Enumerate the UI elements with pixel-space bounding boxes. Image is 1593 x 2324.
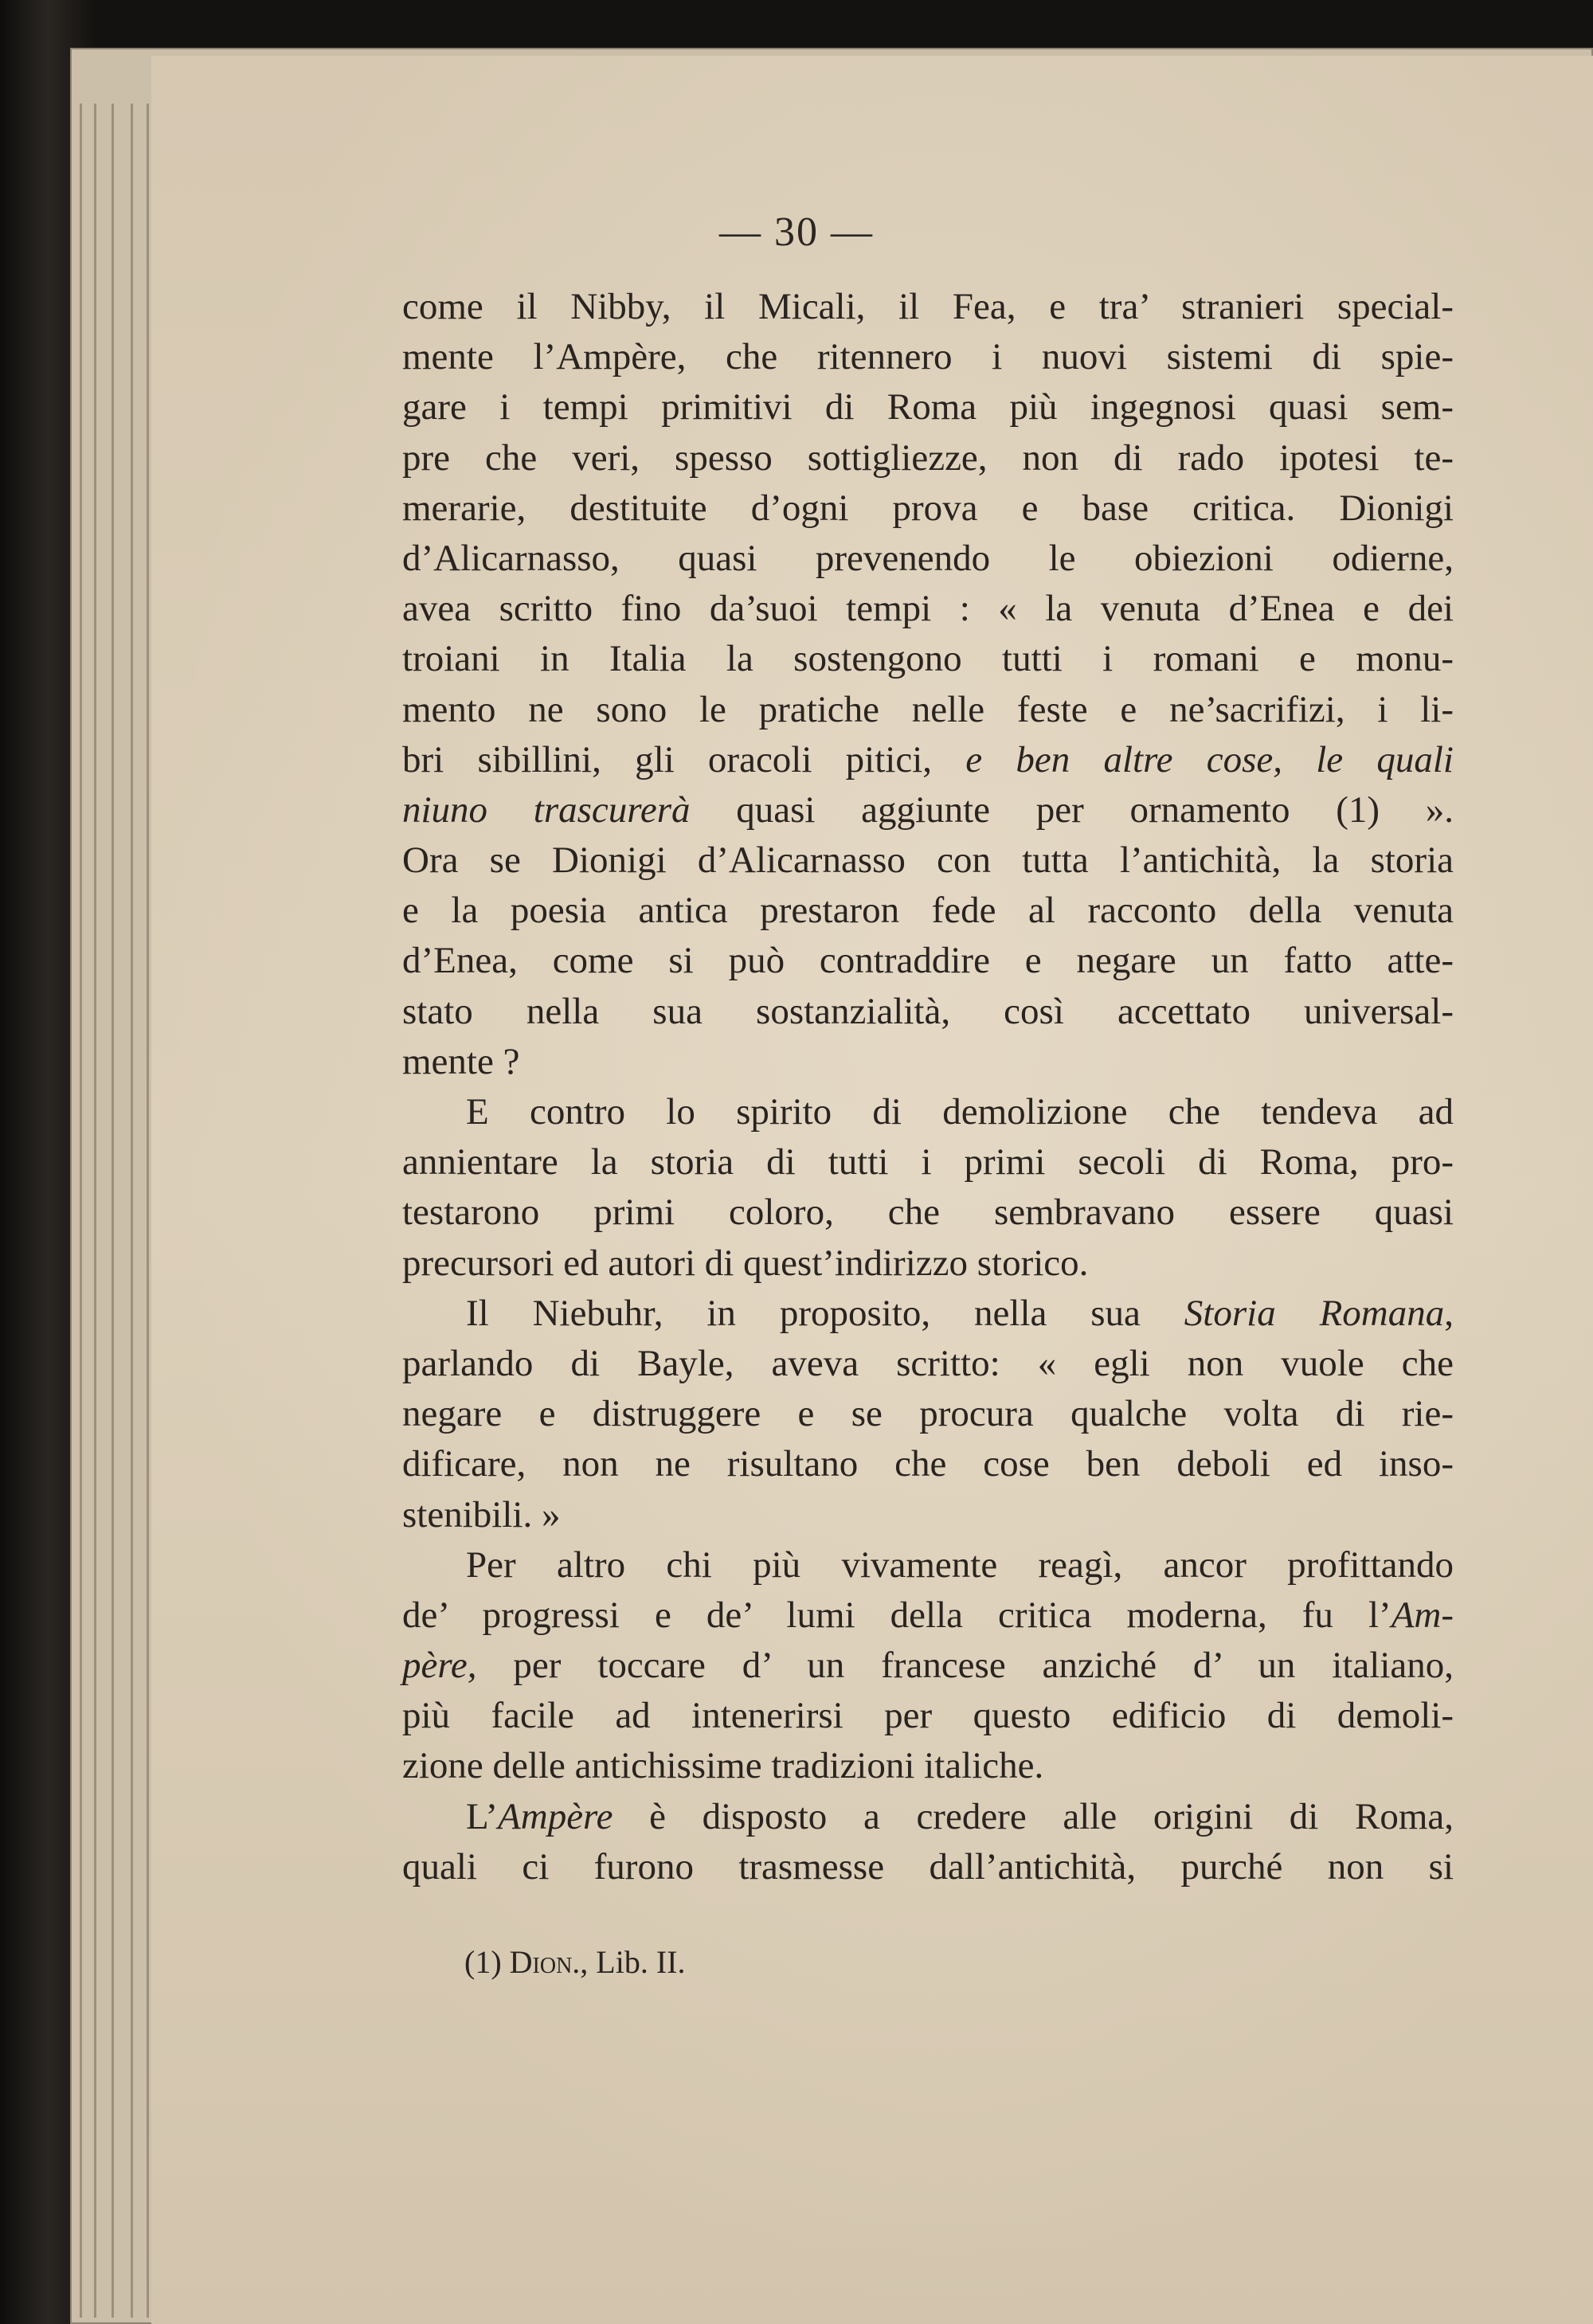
text-span: annientare la storia di tutti i primi secoli di Roma, pro-	[402, 1141, 1454, 1184]
text-span: Per altro chi più vivamente reagì, ancor profittando	[466, 1543, 1454, 1586]
body-text	[402, 282, 1454, 1892]
text-span: gare i tempi primitivi di Roma più ingegnosi quasi sem-	[402, 386, 1454, 428]
italic-text: niuno trascurerà	[402, 788, 691, 831]
text-span: zione delle antichissime tradizioni italiche.	[402, 1745, 1044, 1787]
text-span: E contro lo spirito di demolizione che tendeva ad	[466, 1091, 1454, 1133]
text-line	[402, 1741, 1454, 1791]
text-span: stato nella sua sostanzialità, così accettato universal-	[402, 990, 1454, 1032]
text-span: merarie, destituite d’ogni prova e base critica. Dionigi	[402, 487, 1454, 529]
text-span: pre che veri, spesso sottigliezze, non di rado ipotesi te-	[402, 436, 1454, 479]
text-span: per toccare d’ un francese anziché d’ un italiano,	[476, 1645, 1454, 1687]
footnote-author: Dion.	[509, 1944, 581, 1980]
footnote-reference: , Lib. II.	[580, 1944, 686, 1980]
text-line	[402, 1037, 1454, 1087]
text-line	[402, 1289, 1454, 1339]
text-span: Il Niebuhr, in proposito, nella sua	[466, 1292, 1184, 1334]
text-line	[402, 1590, 1454, 1641]
text-span: e la poesia antica prestaron fede al racconto della venuta	[402, 890, 1454, 932]
footnote-marker: (1)	[464, 1944, 502, 1980]
text-span: mente ?	[402, 1040, 520, 1082]
text-line	[402, 282, 1454, 332]
leaf-edge	[147, 104, 149, 2318]
text-span: testarono primi coloro, che sembravano essere quasi	[402, 1191, 1454, 1234]
text-line	[402, 685, 1454, 735]
text-span: troiani in Italia la sostengono tutti i romani e monu-	[402, 638, 1454, 680]
text-line	[402, 936, 1454, 986]
leaf-edge	[112, 104, 114, 2318]
text-line	[402, 1187, 1454, 1238]
text-line	[402, 987, 1454, 1037]
italic-text: Ampère	[498, 1795, 613, 1837]
text-line	[402, 1137, 1454, 1187]
text-span: parlando di Bayle, aveva scritto: « egli non vuole che	[402, 1342, 1454, 1384]
italic-text: Am-	[1391, 1594, 1454, 1636]
italic-text: père,	[402, 1645, 477, 1687]
text-span: mente l’Ampère, che ritennero i nuovi sistemi di spie-	[402, 336, 1454, 378]
text-span: dificare, non ne risultano che cose ben deboli ed inso-	[402, 1443, 1454, 1485]
text-span: mento ne sono le pratiche nelle feste e ne’sacrifizi, i li-	[402, 688, 1454, 730]
text-line	[402, 1792, 1454, 1842]
text-line	[402, 382, 1454, 432]
text-line	[402, 1641, 1454, 1691]
footnote	[464, 1943, 685, 1981]
italic-text: e ben altre cose, le quali	[965, 738, 1454, 781]
text-span: è disposto a credere alle origini di Roma,	[613, 1795, 1454, 1837]
text-line	[402, 886, 1454, 936]
text-line	[402, 634, 1454, 684]
text-span: quali ci furono trasmesse dall’antichità, purché non si	[402, 1845, 1454, 1888]
text-line	[402, 1691, 1454, 1741]
text-line	[402, 1339, 1454, 1389]
leaf-edge	[131, 104, 133, 2318]
text-line	[402, 1540, 1454, 1590]
text-line	[402, 785, 1454, 835]
text-line	[402, 332, 1454, 382]
text-line	[402, 1490, 1454, 1540]
text-span: de’ progressi e de’ lumi della critica moderna, fu l’	[402, 1594, 1391, 1636]
italic-text: Storia Romana	[1184, 1292, 1445, 1334]
text-line	[402, 1842, 1454, 1892]
text-span: ,	[1444, 1292, 1454, 1334]
text-span: stenibili. »	[402, 1493, 561, 1536]
text-line	[402, 1389, 1454, 1439]
text-line	[402, 1087, 1454, 1137]
text-span: d’Enea, come si può contraddire e negare un fatto atte-	[402, 940, 1454, 982]
leaf-edge	[94, 104, 96, 2318]
text-span: bri sibillini, gli oracoli pitici,	[402, 738, 966, 781]
text-span: L’	[466, 1795, 499, 1837]
text-line	[402, 1238, 1454, 1289]
text-span: più facile ad intenerirsi per questo edificio di demoli-	[402, 1695, 1454, 1737]
text-line	[402, 433, 1454, 483]
text-span: quasi aggiunte per ornamento (1) ».	[690, 788, 1454, 831]
text-line	[402, 835, 1454, 886]
text-line	[402, 584, 1454, 634]
page-number: — 30 —	[719, 209, 874, 255]
leaf-edge	[80, 104, 82, 2318]
text-span: negare e distruggere e se procura qualche volta di rie-	[402, 1393, 1454, 1435]
text-line	[402, 1439, 1454, 1489]
text-span: Ora se Dionigi d’Alicarnasso con tutta l’antichità, la storia	[402, 839, 1454, 882]
text-span: d’Alicarnasso, quasi prevenendo le obiezioni odierne,	[402, 537, 1454, 579]
text-span: come il Nibby, il Micali, il Fea, e tra’ stranieri special-	[402, 286, 1454, 327]
text-line	[402, 735, 1454, 785]
text-span: precursori ed autori di quest’indirizzo storico.	[402, 1242, 1089, 1284]
text-line	[402, 534, 1454, 584]
text-line	[402, 483, 1454, 534]
text-span: avea scritto fino da’suoi tempi : « la venuta d’Enea e dei	[402, 588, 1454, 630]
